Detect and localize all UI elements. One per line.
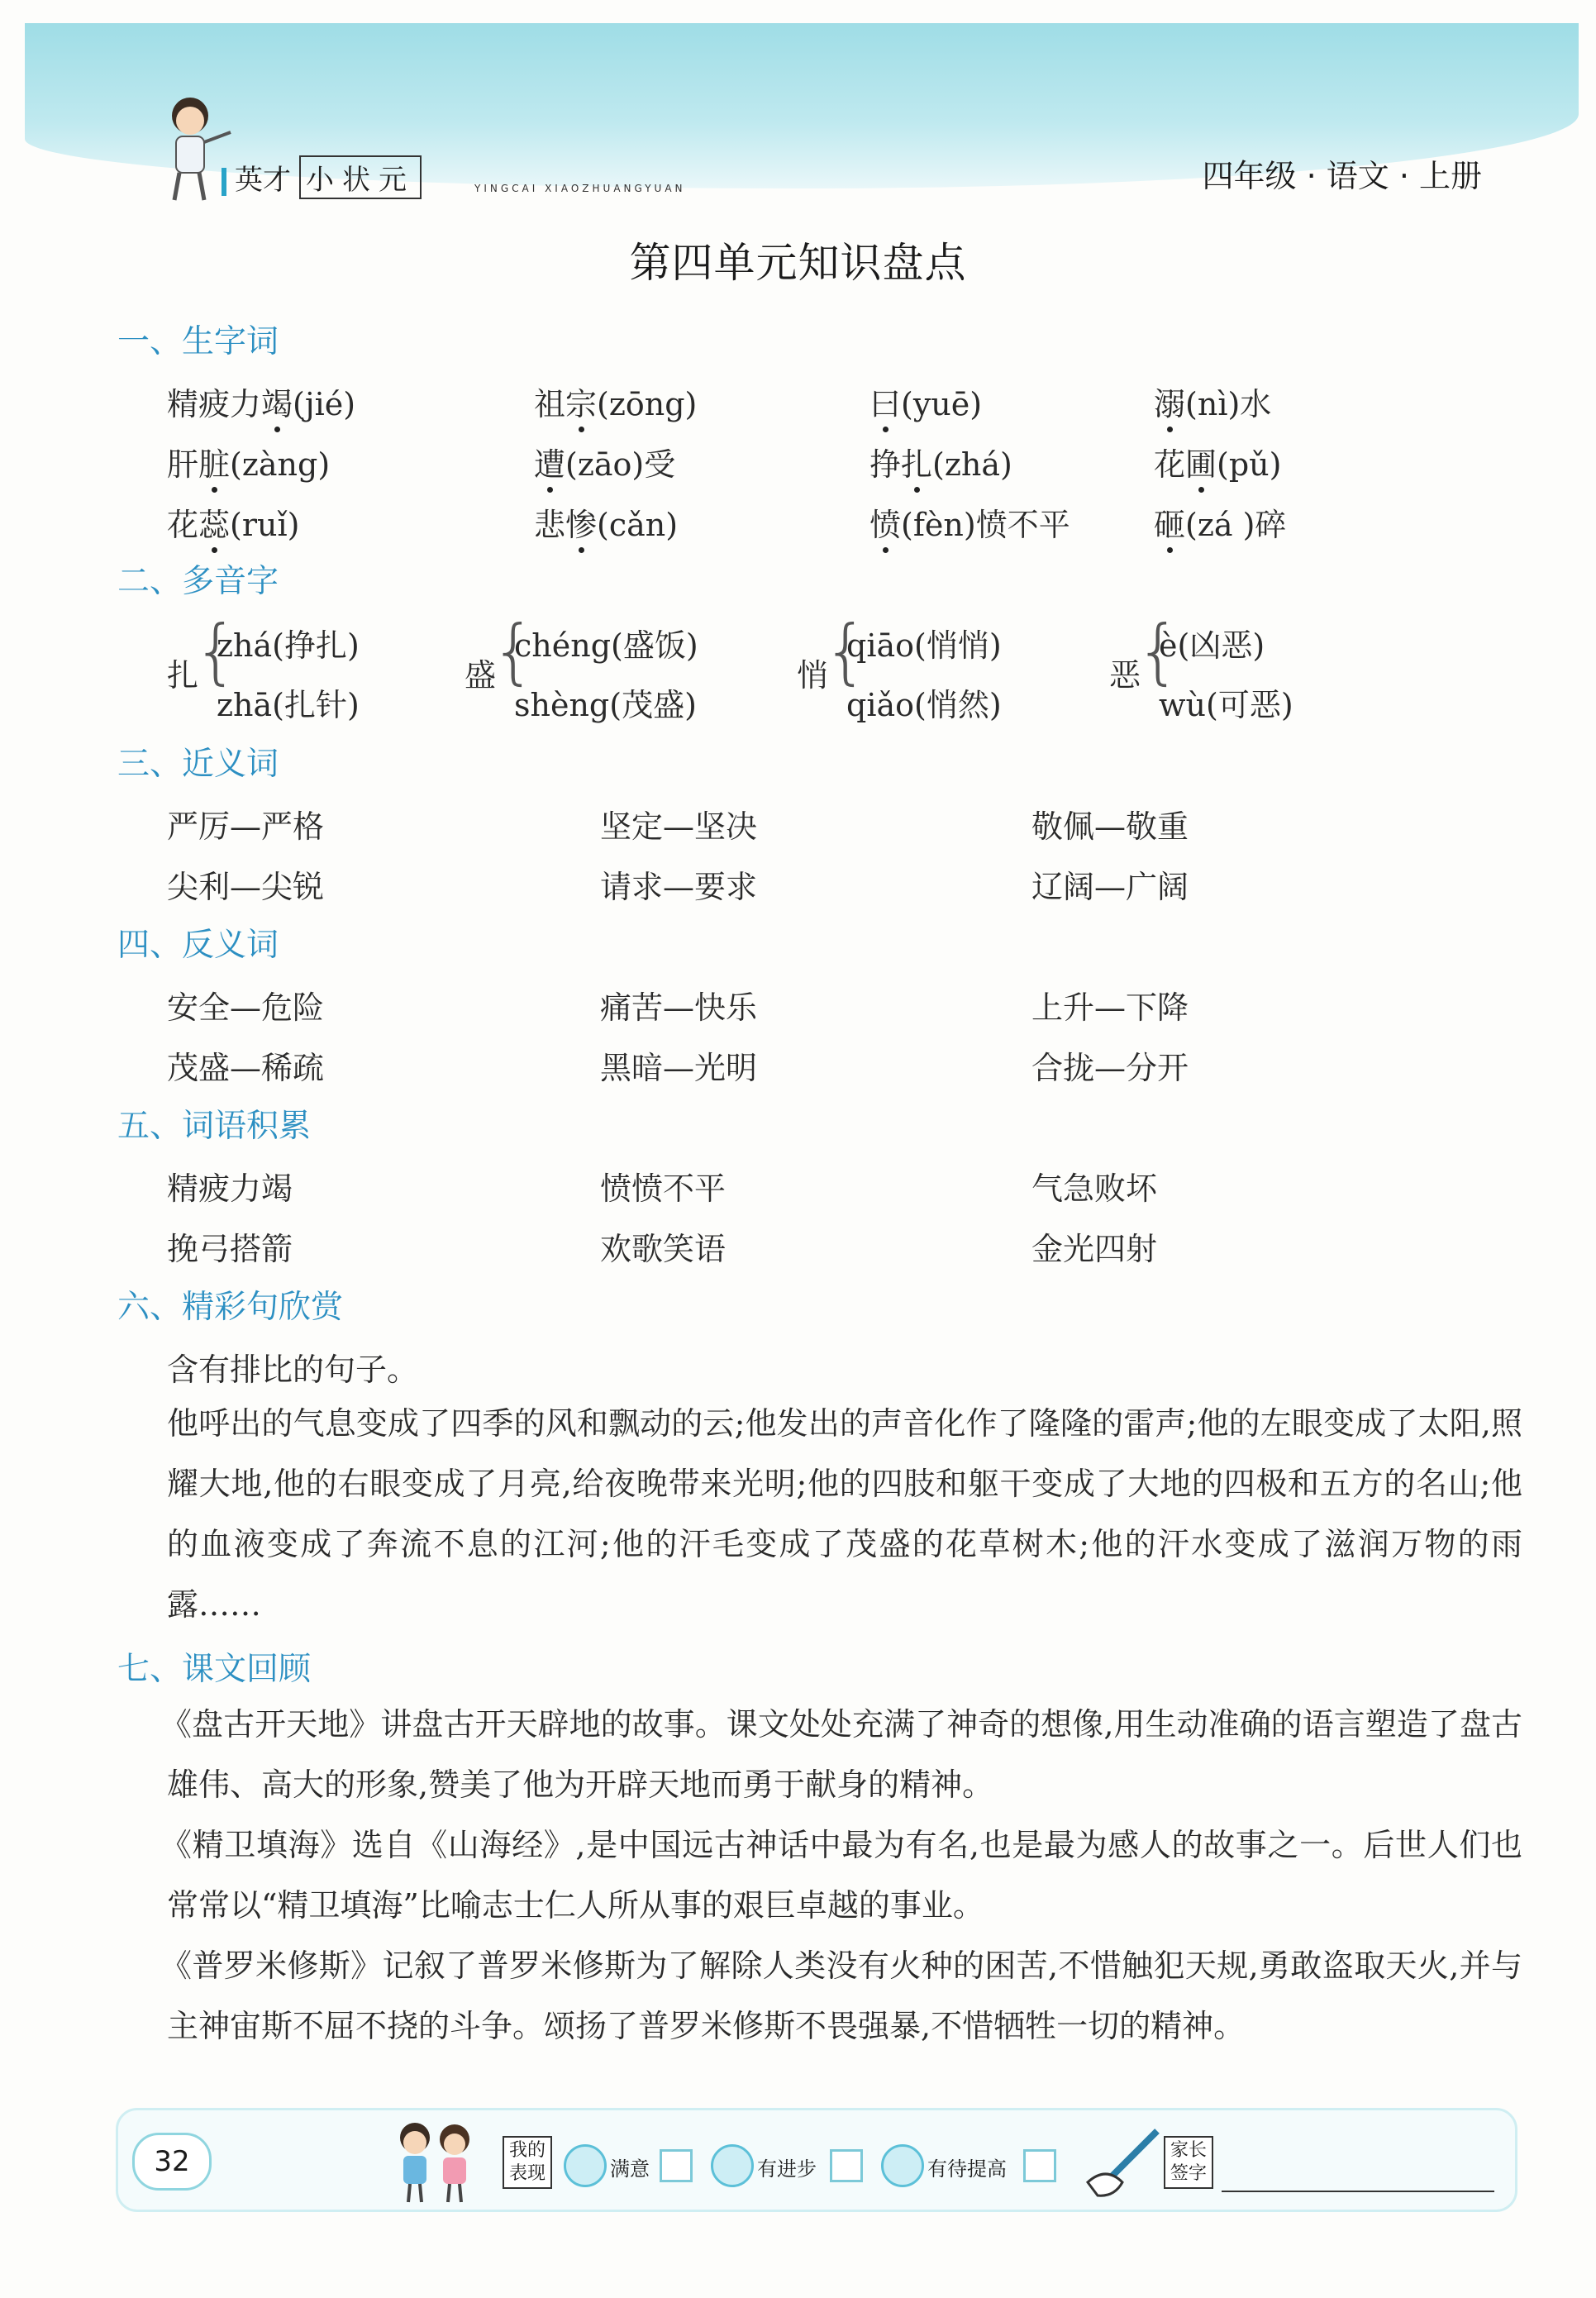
vocab-item [869,379,982,424]
section-heading: 二、多音字 [117,563,279,600]
vocab-key-char: 脏 [198,446,231,483]
vocab-item [534,379,697,424]
duoyin-reading: zhā(扎针) [217,687,360,723]
page-title: 第四单元知识盘点 [629,239,967,287]
vocab-item [1154,439,1281,484]
happy-face-icon [564,2144,607,2187]
kids-mascot-icon [388,2118,479,2205]
review-paragraph: 《精卫填海》选自《山海经》,是中国远古神话中最为有名,也是最为感人的故事之一。后世人们也常常以“精卫填海”比喻志士仁人所从事的艰巨卓越的事业。 [160,1827,1522,1924]
brand-pinyin: YINGCAI XIAOZHUANGYUAN [474,183,686,194]
vocab-item [167,439,330,484]
page-number: 32 [132,2133,212,2191]
vocab-prefix: 悲 [534,507,566,543]
rating-checkbox-satisfied[interactable] [660,2149,693,2182]
rating-label: 有待提高 [927,2157,1007,2181]
vocab-pinyin: (zhá) [932,446,1012,483]
brace: { [823,610,869,693]
idiom: 金光四射 [1031,1231,1158,1267]
duoyin-char: 悄 [797,657,829,694]
vocab-prefix: 精疲力 [167,386,262,422]
brand [222,155,422,199]
duoyin-reading: chéng(盛饭) [514,627,698,664]
duoyin-reading: wù(可恶) [1159,687,1293,723]
grade-label: 四年级 · 语文 · 上册 [1202,158,1482,194]
duoyin-reading: qiǎo(悄然) [846,687,1002,723]
vocab-key-char: 宗 [565,386,598,422]
idiom: 挽弓搭箭 [167,1231,293,1267]
duoyin-reading: zhá(挣扎) [217,627,360,664]
section-heading: 七、课文回顾 [117,1651,312,1688]
label-line: 表现 [509,2163,546,2184]
vocab-pinyin: (zōng) [597,386,698,422]
vocab-key-char: 愤 [869,507,902,543]
my-performance-label [503,2136,552,2189]
section-heading: 四、反义词 [117,927,279,964]
vocab-item [534,499,678,545]
word-pair: 黑暗—光明 [600,1050,758,1086]
vocab-pinyin: (zàng) [230,446,331,483]
neutral-face-icon [881,2144,924,2187]
idiom: 气急败坏 [1031,1170,1158,1207]
vocab-item [167,499,299,545]
vocab-key-char: 溺 [1154,386,1186,422]
vocab-key-char: 惨 [565,507,598,543]
signature-line[interactable] [1222,2191,1494,2192]
section-heading: 一、生字词 [117,323,279,360]
vocab-pinyin: (jié) [293,386,356,422]
word-pair: 痛苦—快乐 [600,989,758,1026]
label-line: 家长 [1170,2140,1208,2161]
vocab-pinyin: (pǔ) [1217,446,1282,483]
vocab-prefix: 肝 [167,446,199,483]
vocab-key-char: 扎 [901,446,933,483]
vocab-key-char: 竭 [261,386,293,422]
parent-sign-label [1164,2136,1213,2189]
vocab-prefix: 花 [1154,446,1186,483]
brace: { [491,610,536,693]
vocab-key-char: 蕊 [198,507,231,543]
word-pair: 敬佩—敬重 [1031,808,1189,845]
vocab-prefix: 挣 [869,446,902,483]
vocab-pinyin: (cǎn) [597,507,679,543]
vocab-key-char: 砸 [1154,507,1186,543]
vocab-pinyin: (ruǐ) [230,507,300,543]
word-pair: 严厉—严格 [167,808,325,845]
brace: { [1136,610,1181,693]
vocab-prefix: 祖 [534,386,566,422]
idiom: 愤愤不平 [600,1170,727,1207]
duoyin-char: 盛 [465,657,497,694]
duoyin-char: 恶 [1109,657,1141,694]
rating-label: 有进步 [757,2157,817,2181]
vocab-item [869,439,1012,484]
vocab-item [167,379,355,424]
word-pair: 辽阔—广阔 [1031,869,1189,905]
word-pair: 合拢—分开 [1031,1050,1189,1086]
vocab-key-char: 圃 [1185,446,1217,483]
section-heading: 三、近义词 [117,746,279,783]
sentence-paragraph: 他呼出的气息变成了四季的风和飘动的云;他发出的声音化作了隆隆的雷声;他的左眼变成了太阳,照耀大地,他的右眼变成了月亮,给夜晚带来光明;他的四肢和躯干变成了大地的四极和五方的名山;他的血液变成了奔流不息的江河;他的汗毛变成了茂盛的花草树木;他的汗水变成了滋润万物的雨露…… [167,1405,1522,1623]
word-pair: 安全—危险 [167,989,325,1026]
word-pair: 上升—下降 [1031,989,1189,1026]
word-pair: 请求—要求 [600,869,758,905]
brace: { [193,610,239,693]
vocab-pinyin: (fèn)愤不平 [901,507,1070,543]
pen-hand-icon [1081,2124,1164,2199]
vocab-pinyin: (nì)水 [1185,386,1272,422]
review-paragraph: 《盘古开天地》讲盘古开天辟地的故事。课文处处充满了神奇的想像,用生动准确的语言塑造了盘古雄伟、高大的形象,赞美了他为开辟天地而勇于献身的精神。 [160,1706,1522,1803]
vocab-prefix: 花 [167,507,199,543]
label-line: 我的 [509,2140,546,2161]
vocab-pinyin: (zá )碎 [1185,507,1287,543]
duoyin-reading: è(凶恶) [1159,627,1265,664]
brand-name: 英才 [235,164,291,197]
duoyin-reading: shèng(茂盛) [514,687,697,723]
duoyin-char: 扎 [167,657,199,694]
section-heading: 五、词语积累 [117,1108,312,1145]
brand-box: 小状元 [299,155,422,199]
smile-face-icon [711,2144,754,2187]
vocab-item [869,499,1070,545]
word-pair: 茂盛—稀疏 [167,1050,325,1086]
rating-label: 满意 [610,2157,650,2181]
rating-checkbox-improve[interactable] [1023,2149,1056,2182]
word-pair: 尖利—尖锐 [167,869,325,905]
sentence-intro: 含有排比的句子。 [167,1352,419,1388]
duoyin-reading: qiāo(悄悄) [846,627,1002,664]
vocab-pinyin: (zāo)受 [565,446,676,483]
vocab-item [534,439,675,484]
vocab-key-char: 遭 [534,446,566,483]
vocab-item [1154,499,1286,545]
vocab-pinyin: (yuē) [901,386,983,422]
section-heading: 六、精彩句欣赏 [117,1289,344,1326]
idiom: 精疲力竭 [167,1170,293,1207]
vocab-item [1154,379,1271,424]
rating-checkbox-progress[interactable] [830,2149,863,2182]
label-line: 签字 [1170,2163,1208,2184]
review-paragraph: 《普罗米修斯》记叙了普罗米修斯为了解除人类没有火种的困苦,不惜触犯天规,勇敢盗取天火,并与主神宙斯不屈不挠的斗争。颂扬了普罗米修斯不畏强暴,不惜牺牲一切的精神。 [160,1948,1522,2044]
footer-bar [116,2108,1517,2212]
vocab-key-char: 曰 [869,386,902,422]
idiom: 欢歌笑语 [600,1231,727,1267]
word-pair: 坚定—坚决 [600,808,758,845]
